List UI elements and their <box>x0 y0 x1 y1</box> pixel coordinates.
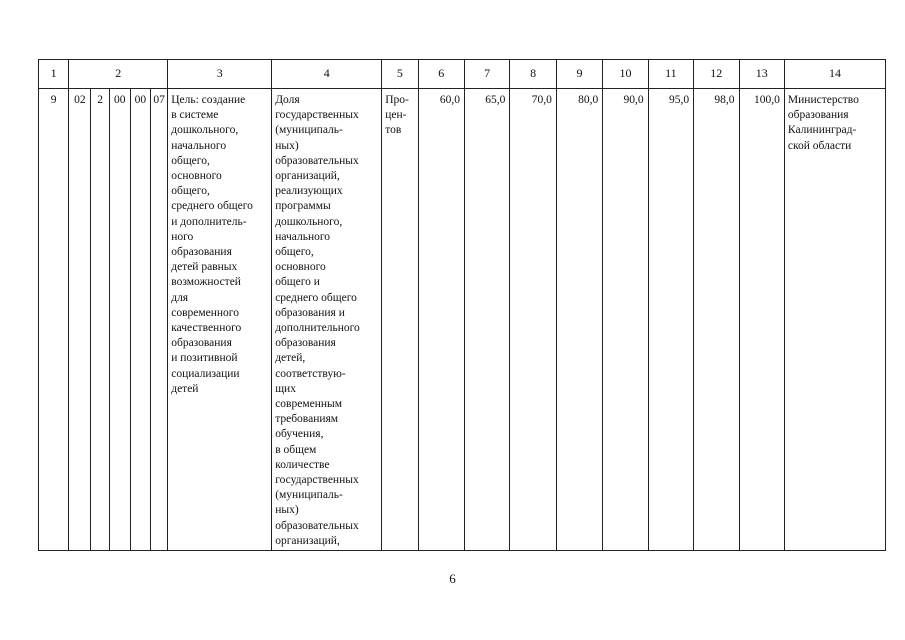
value-cell-6: 60,0 <box>418 89 464 551</box>
value-cell-13: 100,0 <box>739 89 784 551</box>
indicator-table <box>38 59 886 551</box>
unit-cell: Про- цен- тов <box>382 89 418 551</box>
code-cell-5: 07 <box>151 89 168 551</box>
header-col-14: 14 <box>784 60 885 89</box>
header-col-3: 3 <box>168 60 272 89</box>
responsible-cell: Министерство образования Калининград- ской области <box>784 89 885 551</box>
code-cell-4: 00 <box>130 89 150 551</box>
table-row <box>39 89 886 551</box>
header-col-1: 1 <box>39 60 69 89</box>
header-col-2: 2 <box>69 60 168 89</box>
header-col-10: 10 <box>603 60 648 89</box>
value-cell-8: 70,0 <box>510 89 556 551</box>
header-col-8: 8 <box>510 60 556 89</box>
header-col-11: 11 <box>648 60 693 89</box>
value-cell-9: 80,0 <box>556 89 602 551</box>
header-col-9: 9 <box>556 60 602 89</box>
header-col-6: 6 <box>418 60 464 89</box>
header-col-13: 13 <box>739 60 784 89</box>
code-cell-2: 2 <box>91 89 109 551</box>
goal-cell: Цель: создание в системе дошкольного, начального общего, основного общего, среднего общего и дополнитель- ного образования детей равных возможностей для современного качественного образования и позитивной социализации детей <box>168 89 272 551</box>
row-number-cell: 9 <box>39 89 69 551</box>
value-cell-12: 98,0 <box>694 89 739 551</box>
header-col-7: 7 <box>464 60 509 89</box>
page-number: 6 <box>449 571 456 586</box>
value-cell-10: 90,0 <box>603 89 648 551</box>
value-cell-11: 95,0 <box>648 89 693 551</box>
header-row <box>39 60 886 89</box>
code-cell-1: 02 <box>69 89 91 551</box>
indicator-cell: Доля государственных (муниципаль- ных) образовательных организаций, реализующих программы дошкольного, начального общего, основного общего и среднего общего образования и дополнительного образования детей, соответствую- щих современным требованиям обучения, в общем количестве государственных (муниципаль- ных) образовательных организаций, <box>272 89 382 551</box>
value-cell-7: 65,0 <box>464 89 509 551</box>
header-col-4: 4 <box>272 60 382 89</box>
code-cell-3: 00 <box>109 89 130 551</box>
header-col-12: 12 <box>694 60 739 89</box>
header-col-5: 5 <box>382 60 418 89</box>
